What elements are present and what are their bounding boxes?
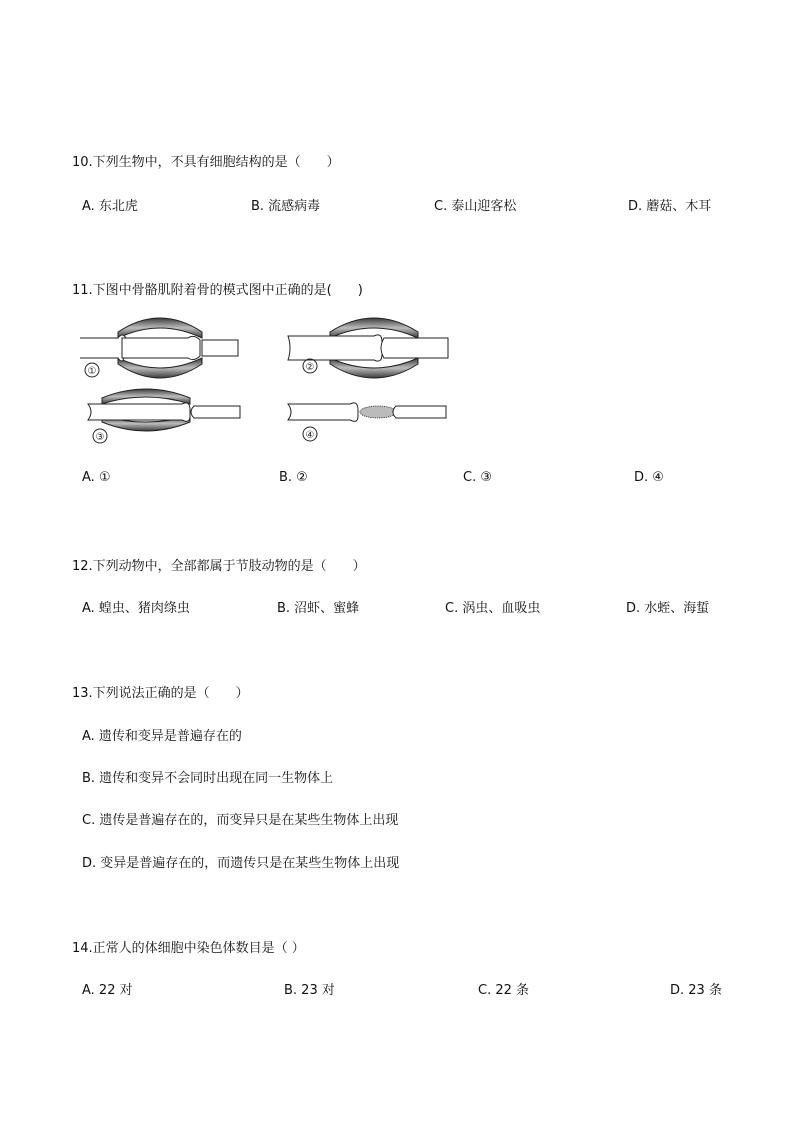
question-12-stem: 12.下列动物中，全部都属于节肢动物的是（ ）	[72, 559, 366, 574]
question-10-stem: 10.下列生物中，不具有细胞结构的是（ ）	[72, 155, 340, 170]
diagram-2-label: ②	[305, 362, 315, 373]
question-10-option-b[interactable]: B. 流感病毒	[251, 199, 321, 214]
question-10-option-d[interactable]: D. 蘑菇、木耳	[628, 199, 712, 214]
question-12-option-d[interactable]: D. 水蛭、海蜇	[626, 601, 710, 616]
question-12-option-b[interactable]: B. 沼虾、蜜蜂	[277, 601, 360, 616]
question-14-option-a[interactable]: A. 22 对	[82, 983, 133, 998]
diagram-4	[288, 403, 446, 441]
diagram-1-label: ①	[87, 366, 97, 377]
question-11-option-d[interactable]: D. ④	[634, 470, 664, 485]
question-14-stem: 14.正常人的体细胞中染色体数目是（ ）	[72, 941, 305, 956]
question-11-option-a[interactable]: A. ①	[82, 470, 111, 485]
question-11-stem: 11.下图中骨骼肌附着骨的模式图中正确的是( )	[72, 283, 363, 298]
question-14-option-b[interactable]: B. 23 对	[284, 983, 335, 998]
question-13-stem: 13.下列说法正确的是（ ）	[72, 686, 249, 701]
question-12-option-c[interactable]: C. 涡虫、血吸虫	[445, 601, 541, 616]
bone-muscle-figure	[78, 312, 458, 452]
question-14-option-c[interactable]: C. 22 条	[478, 983, 530, 998]
question-12-option-a[interactable]: A. 蝗虫、猪肉绦虫	[82, 601, 190, 616]
question-13-option-d[interactable]: D. 变异是普遍存在的，而遗传只是在某些生物体上出现	[82, 856, 400, 871]
question-13-option-c[interactable]: C. 遗传是普遍存在的，而变异只是在某些生物体上出现	[82, 813, 399, 828]
diagram-3	[88, 389, 240, 443]
question-13-option-a[interactable]: A. 遗传和变异是普遍存在的	[82, 729, 242, 744]
question-11-option-c[interactable]: C. ③	[463, 470, 492, 485]
question-11-option-b[interactable]: B. ②	[279, 470, 308, 485]
question-13-option-b[interactable]: B. 遗传和变异不会同时出现在同一生物体上	[82, 771, 334, 786]
diagram-1	[80, 318, 238, 378]
question-10-option-c[interactable]: C. 泰山迎客松	[434, 199, 517, 214]
diagram-3-label: ③	[95, 432, 105, 443]
question-14-option-d[interactable]: D. 23 条	[670, 983, 722, 998]
question-10-option-a[interactable]: A. 东北虎	[82, 199, 138, 214]
bone-muscle-diagram	[78, 312, 458, 452]
diagram-4-label: ④	[305, 430, 315, 441]
diagram-2	[288, 318, 448, 378]
